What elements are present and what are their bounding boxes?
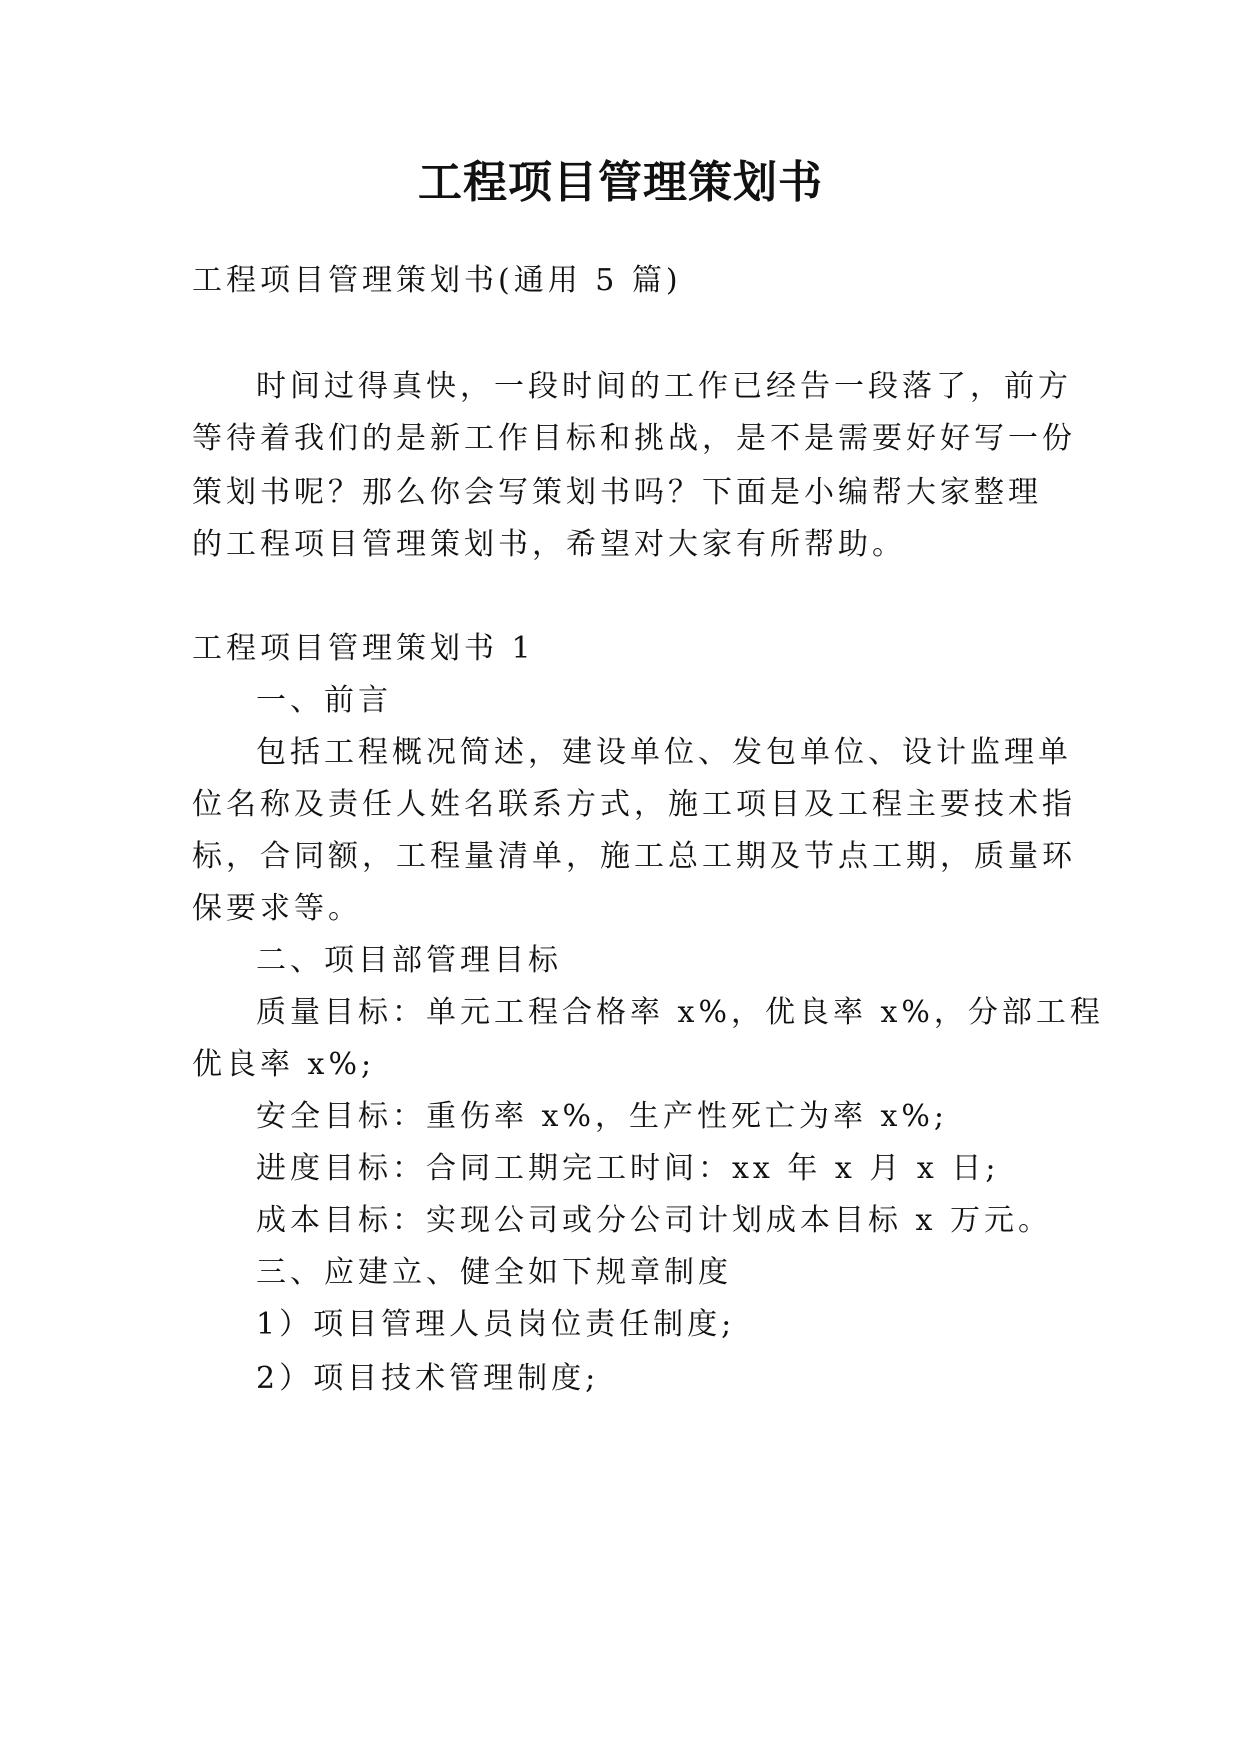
quality-target-line: 优良率 x%;	[192, 1047, 376, 1082]
section-heading: 工程项目管理策划书 1	[192, 631, 535, 666]
part-heading: 三、应建立、健全如下规章制度	[256, 1255, 732, 1290]
intro-line: 时间过得真快，一段时间的工作已经告一段落了，前方	[256, 369, 1072, 404]
paragraph-line: 标，合同额，工程量清单，施工总工期及节点工期，质量环	[192, 839, 1076, 874]
quality-target-line: 质量目标：单元工程合格率 x%，优良率 x%，分部工程	[256, 995, 1104, 1030]
intro-line: 策划书呢？那么你会写策划书吗？下面是小编帮大家整理	[192, 475, 1042, 510]
paragraph-line: 位名称及责任人姓名联系方式，施工项目及工程主要技术指	[192, 787, 1076, 822]
paragraph-line: 包括工程概况简述，建设单位、发包单位、设计监理单	[256, 735, 1072, 770]
document-subtitle: 工程项目管理策划书(通用 5 篇)	[192, 263, 682, 298]
cost-target-line: 成本目标：实现公司或分公司计划成本目标 x 万元。	[256, 1203, 1052, 1238]
intro-line: 的工程项目管理策划书，希望对大家有所帮助。	[192, 527, 906, 562]
schedule-target-line: 进度目标：合同工期完工时间：xx 年 x 月 x 日;	[256, 1151, 1000, 1186]
document-title: 工程项目管理策划书	[418, 157, 823, 208]
rule-item: 1）项目管理人员岗位责任制度;	[256, 1307, 736, 1342]
safety-target-line: 安全目标：重伤率 x%，生产性死亡为率 x%;	[256, 1099, 949, 1134]
part-heading: 二、项目部管理目标	[256, 943, 562, 978]
paragraph-line: 保要求等。	[192, 891, 362, 926]
rule-item: 2）项目技术管理制度;	[256, 1361, 600, 1396]
part-heading: 一、前言	[256, 683, 392, 718]
intro-line: 等待着我们的是新工作目标和挑战，是不是需要好好写一份	[192, 421, 1076, 456]
